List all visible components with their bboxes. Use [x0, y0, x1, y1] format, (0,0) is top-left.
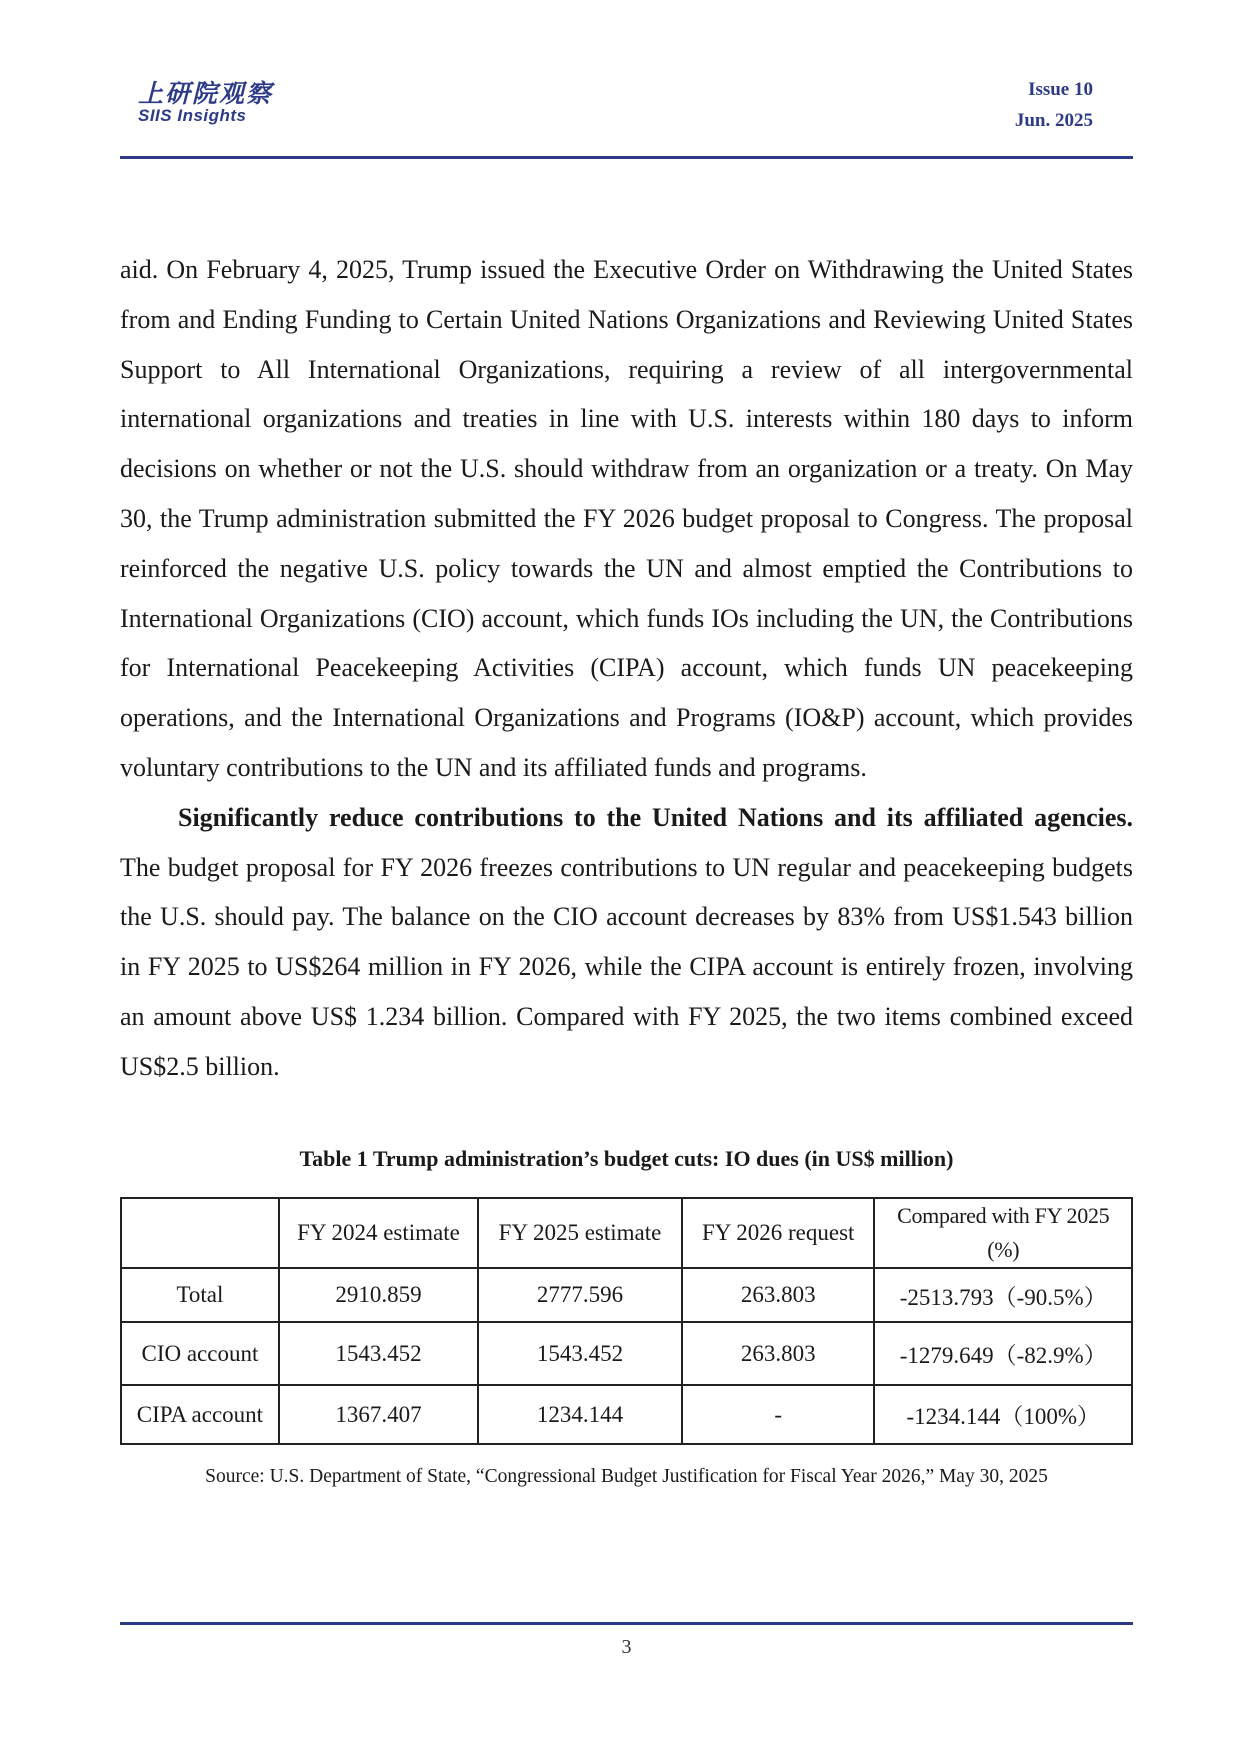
table-cell: 1234.144 — [478, 1385, 682, 1444]
header-divider — [120, 156, 1133, 159]
table-header-cell: Compared with FY 2025 (%) — [874, 1198, 1132, 1268]
table-cell: 263.803 — [682, 1322, 875, 1385]
table-cell: 2910.859 — [279, 1268, 478, 1322]
table-cell: 263.803 — [682, 1268, 875, 1322]
table-cell: 1367.407 — [279, 1385, 478, 1444]
issue-info — [1015, 74, 1093, 136]
table-cell: 1543.452 — [478, 1322, 682, 1385]
logo-english: SIIS Insights — [138, 106, 247, 125]
logo-chinese: 上研院观察 — [138, 79, 274, 108]
paragraph — [120, 793, 1133, 1092]
issue-number: Issue 10 — [1028, 79, 1093, 100]
table-header-row — [121, 1198, 1132, 1268]
table-header-cell — [121, 1198, 279, 1268]
table-cell: 2777.596 — [478, 1268, 682, 1322]
table-cell: CIO account — [121, 1322, 279, 1385]
table-source: Source: U.S. Department of State, “Congressional Budget Justification for Fiscal Year 2026,” May 30, 2025 — [205, 1466, 1048, 1487]
table-header-cell: FY 2026 request — [682, 1198, 875, 1268]
table-cell: Total — [121, 1268, 279, 1322]
table-cell: 1543.452 — [279, 1322, 478, 1385]
table-header-cell: FY 2025 estimate — [478, 1198, 682, 1268]
paragraph-lead: Significantly reduce contributions to the United Nations and its affiliated agencies. — [178, 802, 1133, 832]
table-row — [121, 1322, 1132, 1385]
page-header — [120, 72, 1133, 162]
table-caption: Table 1 Trump administration’s budget cuts: IO dues (in US$ million) — [299, 1146, 954, 1171]
table-cell: -1279.649（-82.9%） — [874, 1322, 1132, 1385]
table-row — [121, 1385, 1132, 1444]
table-header-cell: FY 2024 estimate — [279, 1198, 478, 1268]
paragraph-text: The budget proposal for FY 2026 freezes contributions to UN regular and peacekeeping budgets the U.S. should pay. The balance on the CIO account decreases by 83% from US$1.543 billion in FY 2025 to US$264 million in FY 2026, while the CIPA account is entirely frozen, involving an amount above US$ 1.234 billion. Compared with FY 2025, the two items combined exceed US$2.5 billion. — [120, 852, 1133, 1081]
article-body — [120, 245, 1133, 1092]
table-cell: CIPA account — [121, 1385, 279, 1444]
issue-date: Jun. 2025 — [1014, 110, 1093, 131]
table-cell: -2513.793（-90.5%） — [874, 1268, 1132, 1322]
budget-table — [120, 1197, 1133, 1445]
table-cell: -1234.144（100%） — [874, 1385, 1132, 1444]
footer-divider — [120, 1622, 1133, 1625]
table-cell: - — [682, 1385, 875, 1444]
table-row — [121, 1268, 1132, 1322]
paragraph: aid. On February 4, 2025, Trump issued the Executive Order on Withdrawing the United States from and Ending Funding to Certain United Nations Organizations and Reviewing United States Support to All International Organizations, requiring a review of all intergovernmental international organizations and treaties in line with U.S. interests within 180 days to inform decisions on whether or not the U.S. should withdraw from an organization or a treaty. On May 30, the Trump administration submitted the FY 2026 budget proposal to Congress. The proposal reinforced the negative U.S. policy towards the UN and almost emptied the Contributions to International Organizations (CIO) account, which funds IOs including the UN, the Contributions for International Peacekeeping Activities (CIPA) account, which funds UN peacekeeping operations, and the International Organizations and Programs (IO&P) account, which provides voluntary contributions to the UN and its affiliated funds and programs. — [120, 255, 1133, 782]
page-number: 3 — [621, 1636, 632, 1658]
